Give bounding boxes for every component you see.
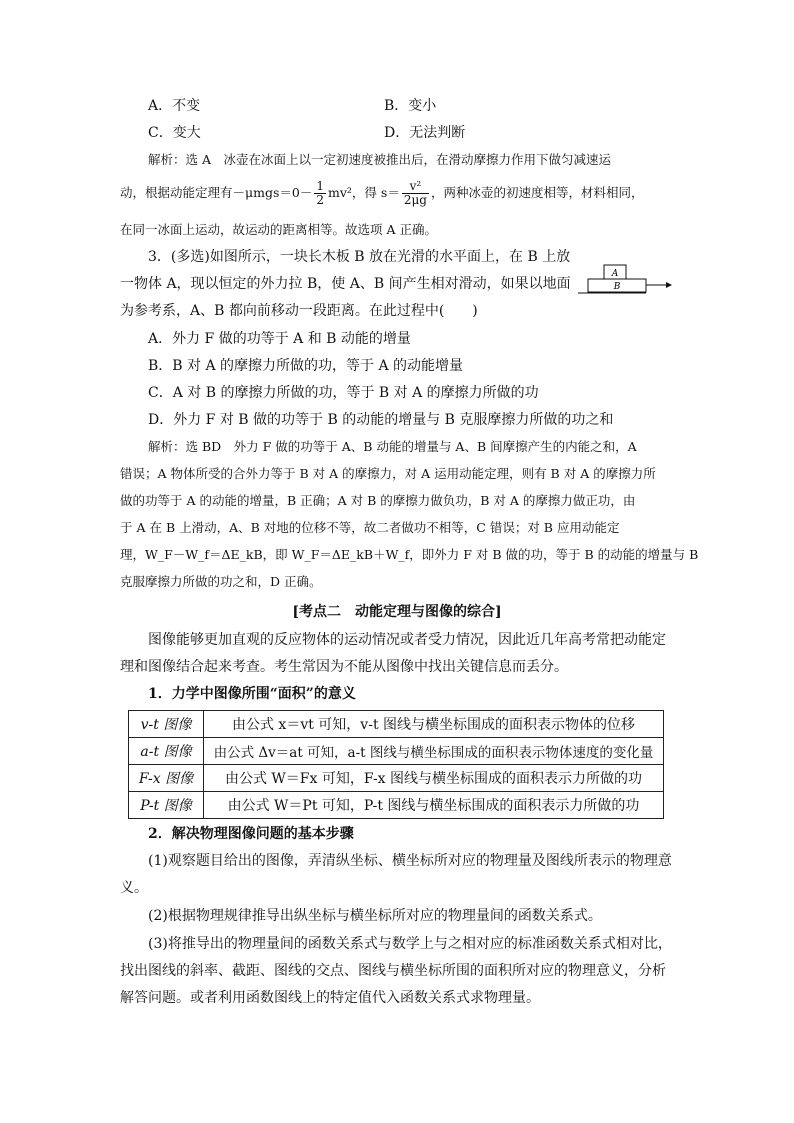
- frac2-den: 2μg: [403, 193, 427, 207]
- frac2-num: v²: [409, 179, 422, 193]
- analysis-q2-line2: [120, 176, 643, 210]
- q3-stem-line2: 一物体 A，现以恒定的外力拉 B，使 A、B 间产生相对滑动，如果以地面: [120, 276, 571, 292]
- frac-den: 2: [316, 193, 324, 207]
- analysis-q2-line3: 在同一冰面上运动，故运动的距离相等。故选项 A 正确。: [120, 222, 437, 237]
- board-b-label: B: [613, 282, 621, 292]
- step2: (2)根据物理规律推导出纵坐标与横坐标所对应的物理量间的函数关系式。: [148, 908, 602, 924]
- analysis-q3-line6: 克服摩擦力所做的功之和，D 正确。: [120, 574, 322, 589]
- analysis-q2-line2-a: 动，根据动能定理有－μmgs＝0－: [120, 185, 313, 200]
- table-cell-meaning: 由公式 W＝Pt 可知，P-t 图线与横坐标围成的面积表示力所做的功: [204, 792, 664, 819]
- subheading-area-meaning: 1．力学中图像所围“面积”的意义: [148, 686, 356, 702]
- step3-line3: 解答问题。或者利用函数图线上的特定值代入函数关系式求物理量。: [120, 990, 540, 1006]
- block-a-label: A: [611, 269, 619, 279]
- q3-option-c: C．A 对 B 的摩擦力所做的功，等于 B 对 A 的摩擦力所做的功: [148, 385, 539, 401]
- table-cell-meaning: 由公式 W＝Fx 可知，F-x 图线与横坐标围成的面积表示力所做的功: [204, 765, 664, 792]
- analysis-q2-line2-c: ，两种冰壶的初速度相等，材料相同，: [430, 185, 644, 200]
- table-cell-meaning: 由公式 Δv＝at 可知，a-t 图线与横坐标围成的面积表示物体速度的变化量: [204, 738, 664, 765]
- analysis-q2-line2-b: mv²，得 s＝: [328, 185, 400, 200]
- step1-line1: (1)观察题目给出的图像，弄清纵坐标、横坐标所对应的物理量及图线所表示的物理意: [148, 853, 672, 869]
- table-cell-meaning: 由公式 x＝vt 可知，v-t 图线与横坐标围成的面积表示物体的位移: [204, 711, 664, 738]
- step3-line1: (3)将推导出的物理量间的函数关系式与数学上与之相对应的标准函数关系式相对比，: [148, 936, 672, 952]
- table-row: [129, 792, 664, 819]
- analysis-q3-line3: 做的功等于 A 的动能的增量，B 正确；A 对 B 的摩擦力做负功，B 对 A 的摩擦力做正功，由: [120, 493, 636, 508]
- block-on-board-figure: [578, 262, 672, 302]
- subheading-steps: 2．解决物理图像问题的基本步骤: [148, 826, 354, 842]
- table-cell-graph: v-t 图像: [129, 711, 204, 738]
- table-cell-graph: F-x 图像: [129, 765, 204, 792]
- q3-stem-line1: 3．(多选)如图所示，一块长木板 B 放在光滑的水平面上，在 B 上放: [148, 249, 571, 265]
- q3-stem-line3: 为参考系，A、B 都向前移动一段距离。在此过程中( ): [120, 303, 478, 319]
- fraction-half: [314, 180, 326, 207]
- q3-option-a: A．外力 F 做的功等于 A 和 B 动能的增量: [148, 331, 411, 347]
- table-cell-graph: P-t 图像: [129, 792, 204, 819]
- option-c: C．变大: [148, 125, 201, 141]
- analysis-q3-line2: 错误；A 物体所受的合外力等于 B 对 A 的摩擦力，对 A 运用动能定理，则有 B 对 A 的摩擦力所: [120, 466, 656, 481]
- table-cell-graph: a-t 图像: [129, 738, 204, 765]
- step1-line2: 义。: [120, 880, 148, 896]
- step3-line2: 找出图线的斜率、截距、图线的交点、图线与横坐标所围的面积所对应的物理意义，分析: [120, 963, 666, 979]
- option-b: B．变小: [384, 98, 437, 114]
- analysis-q3-line4: 于 A 在 B 上滑动，A、B 对地的位移不等，故二者做功不相等，C 错误；对 B 应用动能定: [120, 520, 620, 535]
- q3-option-b: B．B 对 A 的摩擦力所做的功，等于 A 的动能增量: [148, 358, 464, 374]
- table-row: [129, 765, 664, 792]
- fraction-distance: [402, 180, 429, 207]
- frac-num: 1: [316, 179, 324, 193]
- section-heading: [考点二 动能定理与图像的综合]: [292, 604, 502, 620]
- analysis-q3-line5: 理，W_F－W_f＝ΔE_kB，即 W_F＝ΔE_kB＋W_f，即外力 F 对 B 做的功，等于 B 的动能的增量与 B: [120, 547, 699, 562]
- option-d: D．无法判断: [384, 125, 466, 141]
- section-intro-line1: 图像能够更加直观的反应物体的运动情况或者受力情况，因此近几年高考常把动能定: [148, 632, 666, 648]
- force-arrow-head: [666, 282, 672, 288]
- analysis-q3-line1: 解析：选 BD 外力 F 做的功等于 A、B 动能的增量与 A、B 间摩擦产生的内能之和，A: [148, 439, 637, 454]
- q3-option-d: D．外力 F 对 B 做的功等于 B 的动能的增量与 B 克服摩擦力所做的功之和: [148, 412, 614, 428]
- table-row: [129, 738, 664, 765]
- section-intro-line2: 理和图像结合起来考查。考生常因为不能从图像中找出关键信息而丢分。: [120, 659, 568, 675]
- analysis-q2-line1: 解析：选 A 冰壶在冰面上以一定初速度被推出后，在滑动摩擦力作用下做匀减速运: [148, 152, 612, 167]
- table-row: [129, 711, 664, 738]
- option-a: A．不变: [148, 98, 201, 114]
- graph-area-table: [128, 710, 664, 819]
